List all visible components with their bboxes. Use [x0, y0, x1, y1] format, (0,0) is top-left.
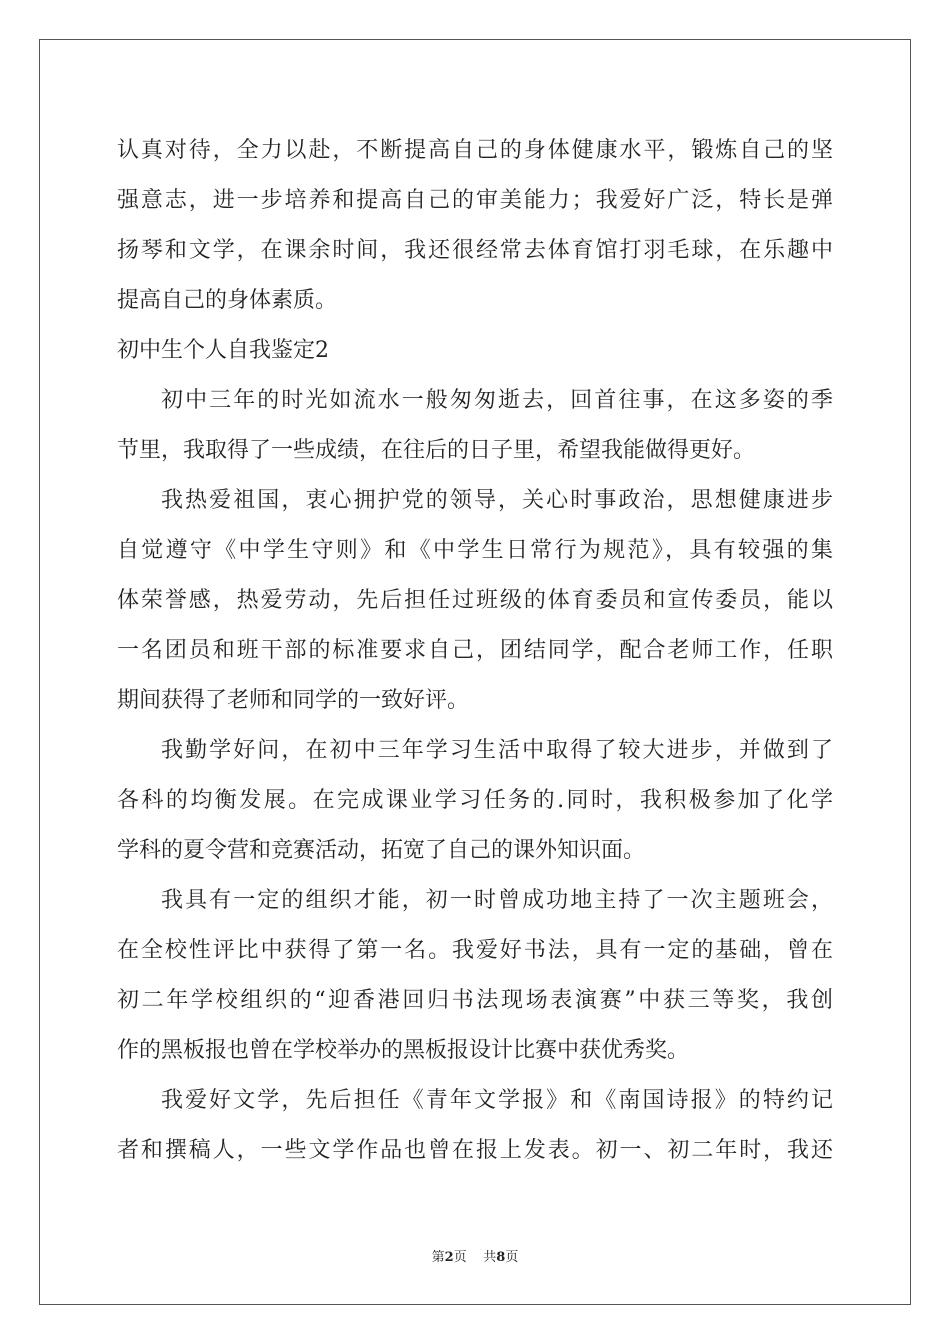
page-number: 2	[444, 1250, 454, 1265]
text-line: 各科的均衡发展。在完成课业学习任务的.同时，我积极参加了化学	[117, 788, 833, 813]
text-line: 体荣誉感，热爱劳动，先后担任过班级的体育委员和宣传委员，能以	[117, 588, 833, 613]
text-line: 认真对待，全力以赴，不断提高自己的身体健康水平，锻炼自己的坚	[117, 138, 833, 163]
total-suffix: 页	[505, 1250, 519, 1265]
text-line: 扬琴和文学，在课余时间，我还很经常去体育馆打羽毛球，在乐趣中	[117, 238, 833, 263]
total-prefix: 共	[483, 1250, 497, 1265]
text-line: 初中三年的时光如流水一般匆匆逝去，回首往事，在这多姿的季	[161, 388, 833, 413]
page-prefix: 第	[431, 1250, 445, 1265]
text-line: 我勤学好问，在初中三年学习生活中取得了较大进步，并做到了	[161, 738, 833, 763]
text-line: 期间获得了老师和同学的一致好评。	[117, 688, 470, 713]
text-line: 我爱好文学，先后担任《青年文学报》和《南国诗报》的特约记	[161, 1088, 833, 1113]
page-suffix: 页	[453, 1250, 467, 1265]
text-line: 初二年学校组织的“迎香港回归书法现场表演赛”中获三等奖，我创	[117, 988, 833, 1013]
document-body	[117, 126, 833, 1176]
text-line: 我热爱祖国，衷心拥护党的领导，关心时事政治，思想健康进步	[161, 488, 833, 513]
text-line: 作的黑板报也曾在学校举办的黑板报设计比赛中获优秀奖。	[117, 1038, 690, 1063]
text-line: 提高自己的身体素质。	[117, 288, 338, 313]
total-pages: 8	[496, 1250, 506, 1265]
text-line: 自觉遵守《中学生守则》和《中学生日常行为规范》，具有较强的集	[117, 538, 833, 563]
text-line: 节里，我取得了一些成绩，在往后的日子里，希望我能做得更好。	[117, 438, 756, 463]
text-line: 强意志，进一步培养和提高自己的审美能力；我爱好广泛，特长是弹	[117, 188, 833, 213]
text-line: 学科的夏令营和竞赛活动，拓宽了自己的课外知识面。	[117, 838, 646, 863]
text-line: 在全校性评比中获得了第一名。我爱好书法，具有一定的基础，曾在	[117, 938, 833, 963]
page-footer	[0, 1246, 950, 1265]
text-line: 我具有一定的组织才能，初一时曾成功地主持了一次主题班会，	[161, 888, 833, 913]
text-line: 者和撰稿人，一些文学作品也曾在报上发表。初一、初二年时，我还	[117, 1138, 833, 1163]
text-line: 一名团员和班干部的标准要求自己，团结同学，配合老师工作，任职	[117, 638, 833, 663]
section-title: 初中生个人自我鉴定2	[117, 338, 329, 363]
